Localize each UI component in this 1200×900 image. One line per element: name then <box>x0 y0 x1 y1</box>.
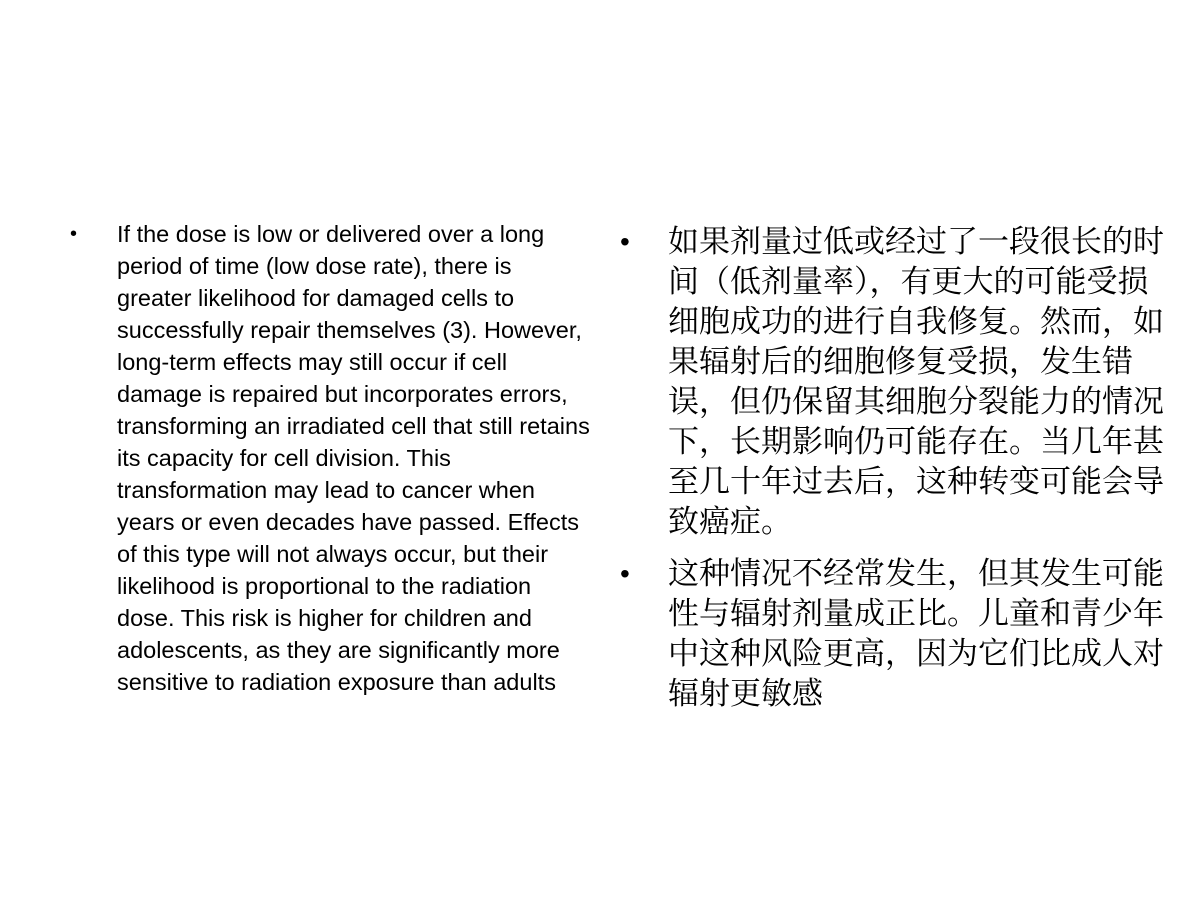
english-text-column <box>60 218 590 698</box>
bullet-marker: • <box>620 226 630 257</box>
bullet-marker: • <box>620 558 630 589</box>
english-bullet-list <box>60 218 590 698</box>
chinese-bullet-text: 这种情况不经常发生，但其发生可能性与辐射剂量成正比。儿童和青少年中这种风险更高，因为它们比成人对辐射更敏感 <box>668 556 1164 712</box>
chinese-bullet-item <box>612 554 1172 714</box>
english-bullet-text: If the dose is low or delivered over a long period of time (low dose rate), there is greater likelihood for damaged cells to successfully repair themselves (3). However, long-term effects may still occur if cell damage is repaired but incorporates errors, transforming an irradiated cell that still retains its capacity for cell division. This transformation may lead to cancer when years or even decades have passed. Effects of this type will not always occur, but their likelihood is proportional to the radiation dose. This risk is higher for children and adolescents, as they are significantly more sensitive to radiation exposure than adults <box>117 221 590 695</box>
chinese-text-column <box>612 222 1172 726</box>
english-bullet-item <box>60 218 590 698</box>
chinese-bullet-list <box>612 222 1172 714</box>
bullet-marker: • <box>70 223 78 245</box>
chinese-bullet-text: 如果剂量过低或经过了一段很长的时间（低剂量率），有更大的可能受损细胞成功的进行自我修复。然而，如果辐射后的细胞修复受损，发生错误，但仍保留其细胞分裂能力的情况下，长期影响仍可能存在。当几年甚至几十年过去后，这种转变可能会导致癌症。 <box>668 224 1164 540</box>
chinese-bullet-item <box>612 222 1172 542</box>
